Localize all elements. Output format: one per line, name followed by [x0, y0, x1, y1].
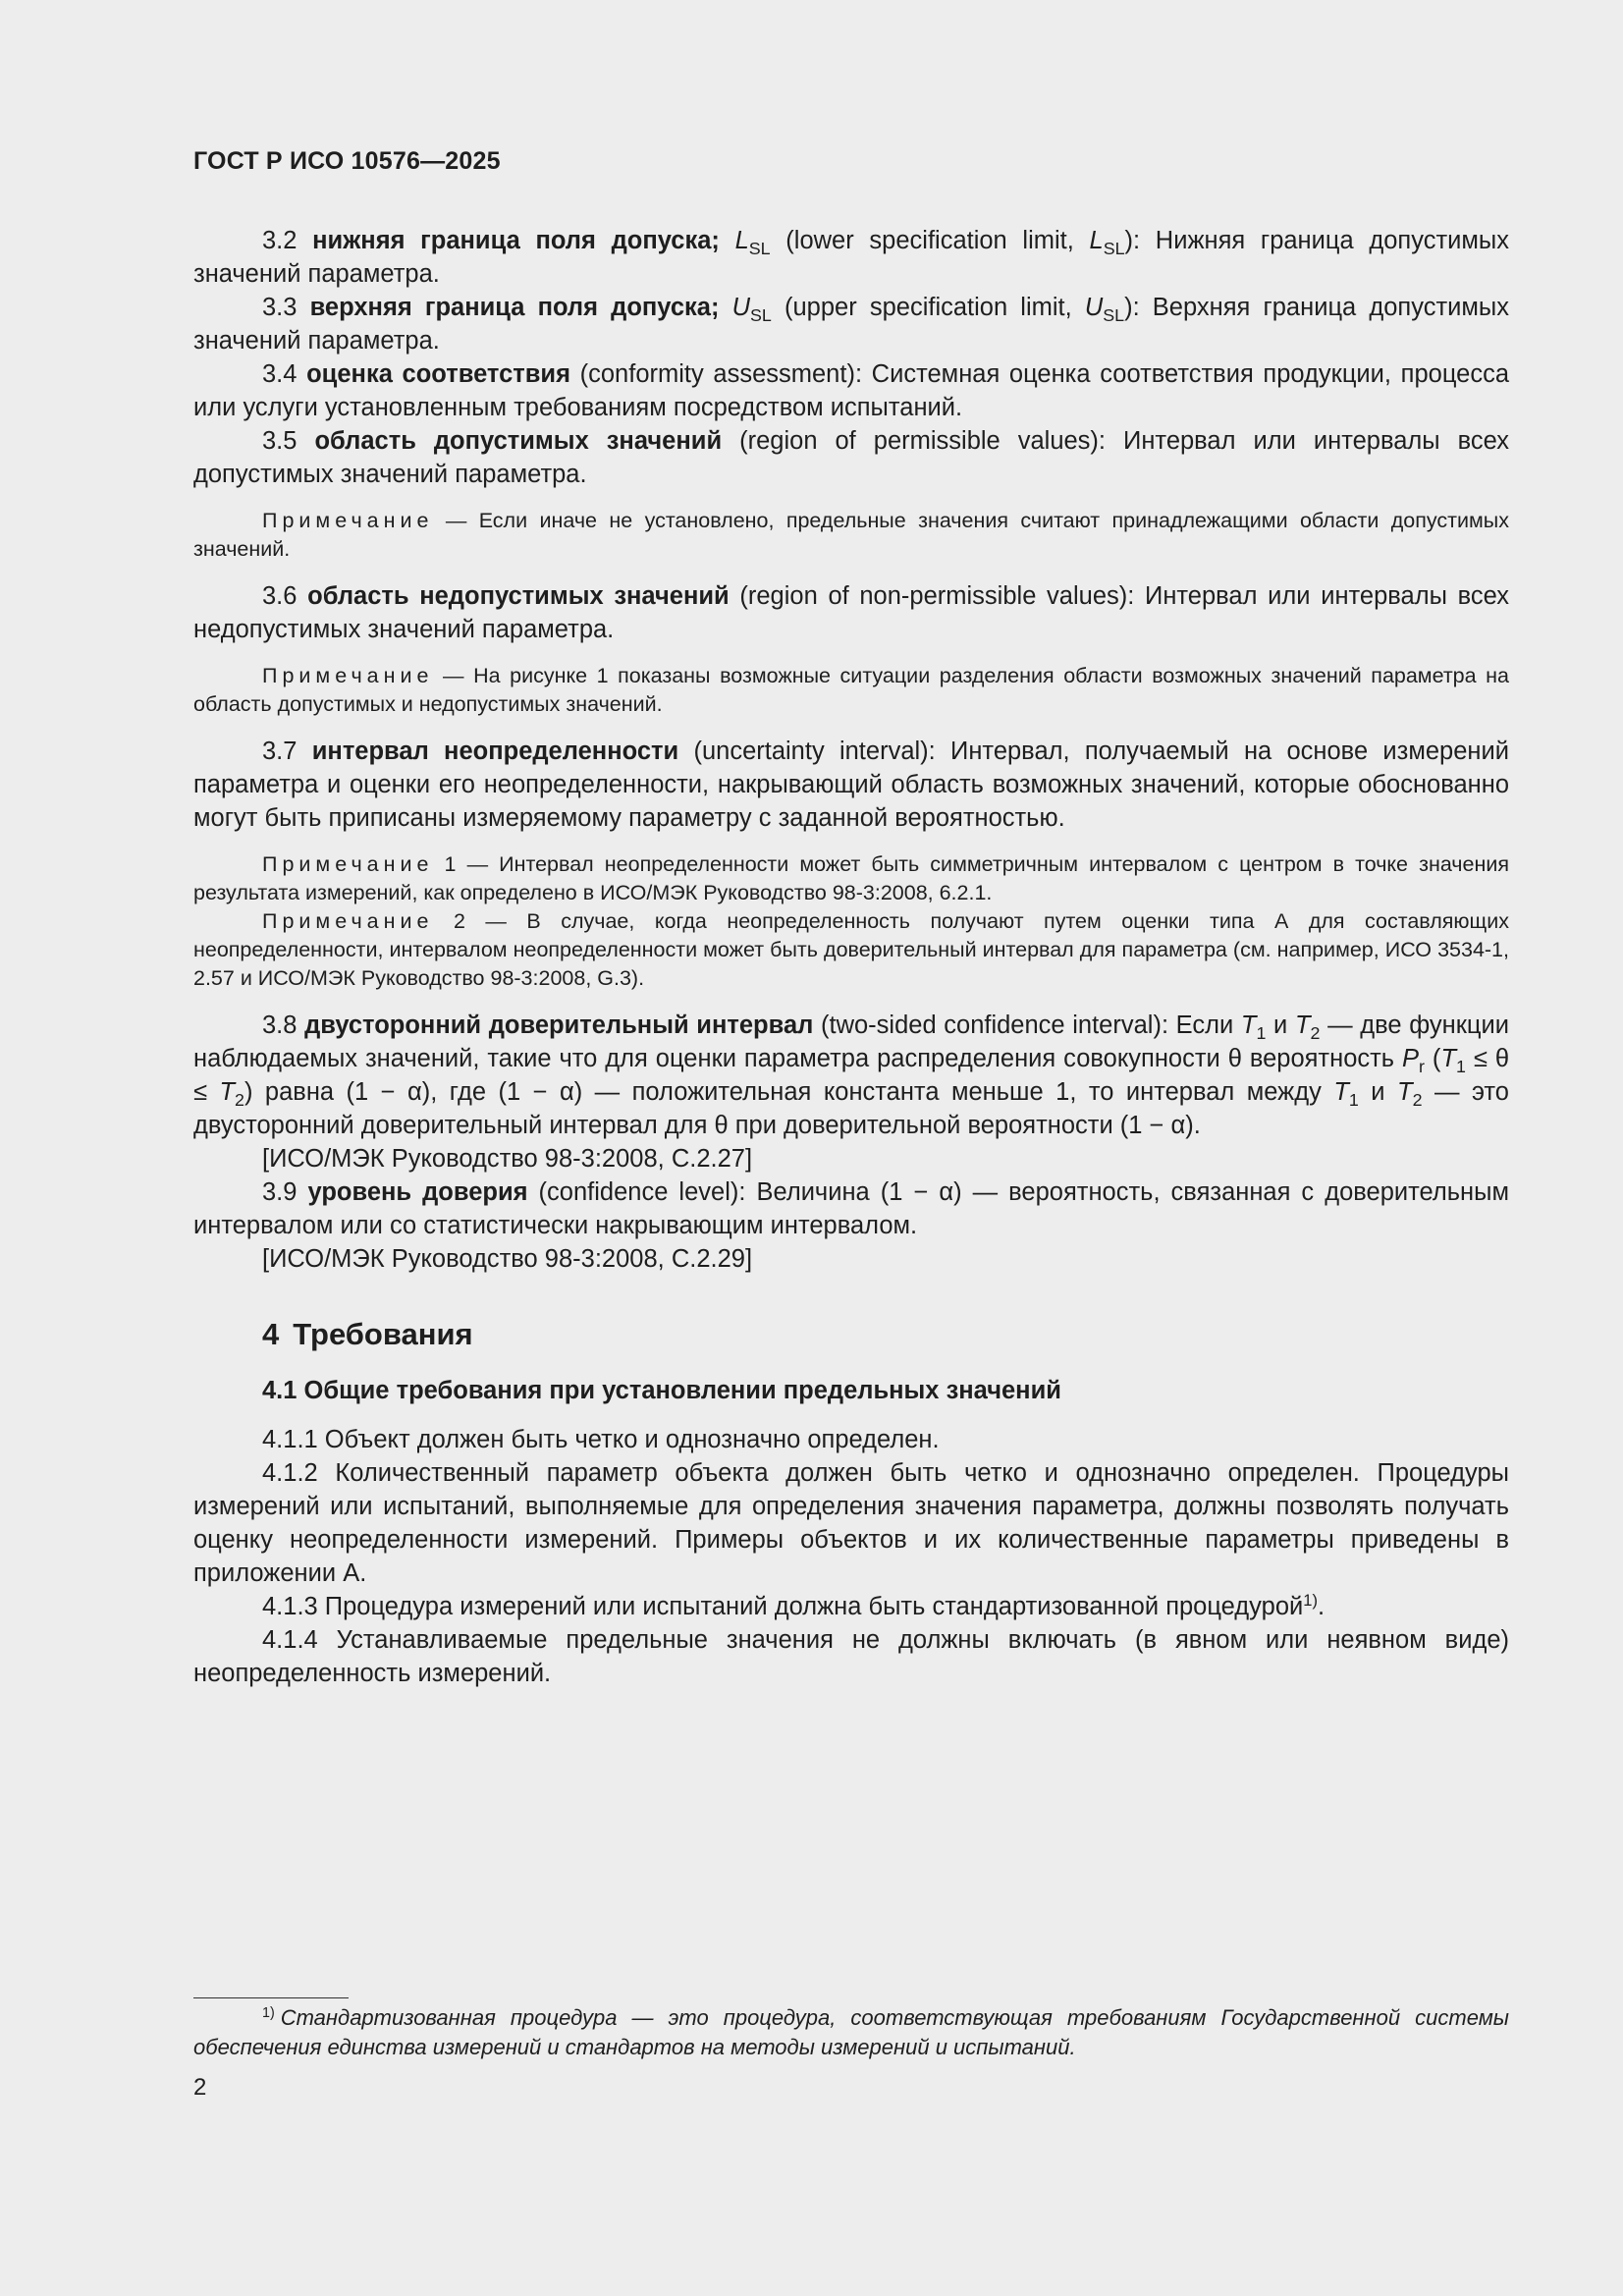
document-body — [193, 224, 1509, 1690]
term-definition: — две функции наблюдаемых значений, такие что для оценки параметра распределения совокупности θ вероятность — [193, 1011, 1509, 1072]
term-name: уровень доверия — [307, 1178, 528, 1206]
term-english-subscript: SL — [1103, 305, 1125, 326]
clause-4-1-4: 4.1.4 Устанавливаемые предельные значения не должны включать (в явном или неявном виде) неопределенность измерений. — [193, 1626, 1509, 1687]
reference-3-9: [ИСО/МЭК Руководство 98-3:2008, С.2.29] — [262, 1245, 753, 1273]
term-definition: ): Нижняя граница допустимых значений параметра. — [193, 227, 1509, 288]
note-3-5 — [193, 507, 1509, 564]
term-english-symbol: L — [1089, 227, 1104, 254]
clause-punct: . — [1318, 1593, 1325, 1620]
note-label: Примечание — [262, 664, 434, 687]
note-text: — Если иначе не установлено, предельные значения считают принадлежащими области допустимых значений. — [193, 509, 1509, 561]
footnote-text: Стандартизованная процедура — это процедура, соответствующая требованиям Государственной системы обеспечения единства измерений и стандартов на методы измерений и испытаний. — [193, 2005, 1509, 2059]
term-3-9 — [193, 1175, 1509, 1242]
term-english-symbol: U — [1084, 294, 1104, 321]
footnote-reference[interactable]: 1) — [1303, 1590, 1318, 1610]
term-name: оценка соответствия — [306, 360, 570, 388]
note-3-7-1 — [193, 850, 1509, 907]
term-definition: (uncertainty interval): Интервал, получаемый на основе измерений параметра и оценки его неопределенности, накрывающий область возможных значений, которые обоснованно могут быть приписаны измеряемому параметру с заданной вероятностью. — [193, 738, 1509, 832]
symbol-p: P — [1402, 1045, 1420, 1072]
subscript: 2 — [235, 1090, 244, 1111]
term-definition: (region of permissible values): Интервал или интервалы всех допустимых значений параметра. — [193, 427, 1509, 488]
term-number: 3.4 — [262, 360, 307, 388]
note-text: 2 — В случае, когда неопределенность получают путем оценки типа А для составляющих неопределенности, интервалом неопределенности может быть доверительный интервал для параметра (см. например, ИСО 3534-1, 2.57 и ИСО/МЭК Руководство 98-3:2008, G.3). — [193, 909, 1509, 990]
term-3-8 — [193, 1009, 1509, 1142]
symbol-t: T — [1294, 1011, 1311, 1039]
note-3-6 — [193, 662, 1509, 719]
note-label: Примечание — [262, 852, 434, 876]
symbol-t: T — [1333, 1078, 1349, 1106]
symbol-t: T — [1240, 1011, 1257, 1039]
section-number: 4 — [262, 1317, 280, 1351]
term-3-6 — [193, 579, 1509, 646]
clause-4-1-3 — [193, 1590, 1509, 1623]
term-name: область недопустимых значений — [307, 582, 730, 610]
subsection-4-1-heading: 4.1 Общие требования при установлении предельных значений — [262, 1377, 1061, 1404]
term-definition: ≤ θ ≤ — [193, 1045, 1510, 1106]
term-3-4 — [193, 357, 1509, 424]
term-symbol: L — [734, 227, 749, 254]
term-3-3 — [193, 291, 1509, 357]
section-title: Требования — [293, 1317, 473, 1351]
term-3-2 — [193, 224, 1509, 291]
footnote-separator — [193, 1997, 349, 1998]
term-definition: (conformity assessment): Системная оценка соответствия продукции, процесса или услуги установленным требованиям посредством испытаний. — [193, 360, 1510, 421]
subscript: 2 — [1310, 1023, 1321, 1044]
term-definition: ) равна (1 − α), где (1 − α) — положительная константа меньше 1, то интервал между — [243, 1078, 1334, 1106]
term-number: 3.5 — [262, 427, 315, 455]
page-number: 2 — [193, 2074, 207, 2101]
term-number: 3.9 — [262, 1178, 308, 1206]
document-header: ГОСТ Р ИСО 10576—2025 — [193, 147, 501, 175]
symbol-t: T — [219, 1078, 236, 1106]
note-label: Примечание — [262, 909, 434, 933]
subscript: 1 — [1348, 1090, 1359, 1111]
term-number: 3.8 — [262, 1011, 305, 1039]
term-number: 3.3 — [262, 294, 310, 321]
term-definition: (confidence level): Величина (1 − α) — вероятность, связанная с доверительным интервалом или со статистически накрывающим интервалом. — [193, 1178, 1509, 1239]
section-4-heading — [193, 1315, 1509, 1354]
term-english: (upper specification limit, — [771, 294, 1085, 321]
subscript: 1 — [1256, 1023, 1267, 1044]
note-3-7-2 — [193, 907, 1509, 993]
term-name: верхняя граница поля допуска; — [309, 294, 720, 321]
term-name: нижняя граница поля допуска; — [312, 227, 720, 254]
term-name: интервал неопределенности — [311, 738, 679, 765]
term-number: 3.7 — [262, 738, 312, 765]
term-3-7 — [193, 735, 1509, 835]
term-number: 3.2 — [262, 227, 313, 254]
subscript: 1 — [1456, 1057, 1466, 1077]
subscript: 2 — [1412, 1090, 1423, 1111]
clause-4-1-2: 4.1.2 Количественный параметр объекта должен быть четко и однозначно определен. Процедуры измерений или испытаний, выполняемые для определения значения параметра, должны позволять получать оценку неопределенности измерений. Примеры объектов и их количественные параметры приведены в приложении А. — [193, 1459, 1509, 1587]
term-english-subscript: SL — [1103, 239, 1125, 259]
note-label: Примечание — [262, 509, 434, 532]
term-english: (lower specification limit, — [770, 227, 1090, 254]
note-text: — На рисунке 1 показаны возможные ситуации разделения области возможных значений параметра на область допустимых и недопустимых значений. — [193, 664, 1509, 716]
term-name: двусторонний доверительный интервал — [304, 1011, 814, 1039]
term-definition: (region of non-permissible values): Интервал или интервалы всех недопустимых значений параметра. — [193, 582, 1509, 643]
subscript: r — [1419, 1057, 1425, 1077]
conjunction: и — [1266, 1011, 1295, 1039]
term-definition: ( — [1425, 1045, 1441, 1072]
symbol-t: T — [1397, 1078, 1413, 1106]
term-symbol-subscript: SL — [750, 305, 772, 326]
term-definition: (two-sided confidence interval): Если — [813, 1011, 1241, 1039]
reference-3-8: [ИСО/МЭК Руководство 98-3:2008, С.2.27] — [262, 1145, 753, 1173]
term-symbol-subscript: SL — [748, 239, 771, 259]
footnote — [193, 2003, 1509, 2062]
clause-text: 4.1.3 Процедура измерений или испытаний должна быть стандартизованной процедурой — [262, 1593, 1304, 1620]
term-name: область допустимых значений — [314, 427, 723, 455]
term-3-5 — [193, 424, 1509, 491]
note-text: 1 — Интервал неопределенности может быть симметричным интервалом с центром в точке значения результата измерений, как определено в ИСО/МЭК Руководство 98-3:2008, 6.2.1. — [193, 852, 1509, 904]
term-number: 3.6 — [262, 582, 308, 610]
term-definition: ): Верхняя граница допустимых значений параметра. — [193, 294, 1509, 355]
clause-4-1-1: 4.1.1 Объект должен быть четко и однозначно определен. — [262, 1426, 940, 1453]
term-symbol: U — [731, 294, 751, 321]
symbol-t: T — [1440, 1045, 1457, 1072]
conjunction: и — [1358, 1078, 1398, 1106]
term-definition: — это двусторонний доверительный интервал для θ при доверительной вероятности (1 − α). — [193, 1078, 1509, 1139]
footnote-mark: 1) — [262, 2005, 275, 2022]
